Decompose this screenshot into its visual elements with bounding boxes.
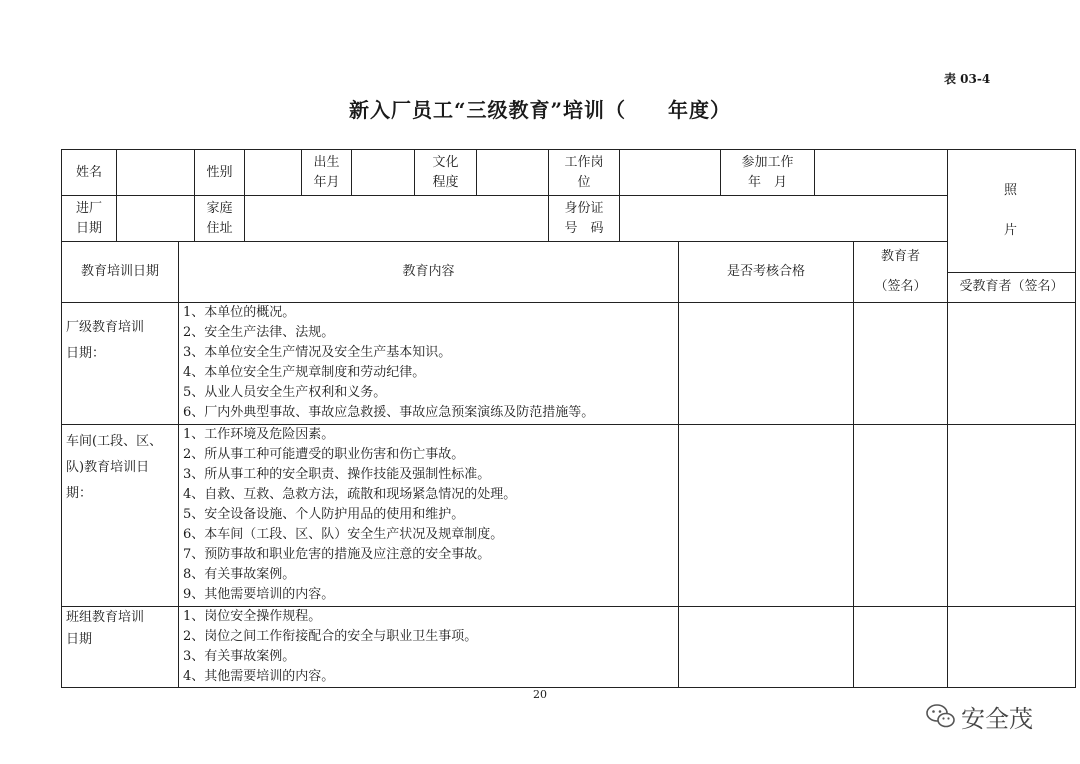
entry-date-label: 进厂 日期 (62, 196, 117, 242)
list-item: 7、预防事故和职业危害的措施及应注意的安全事故。 (183, 547, 491, 562)
list-item: 2、安全生产法律、法规。 (183, 325, 335, 340)
job-field[interactable] (620, 150, 721, 196)
page-number: 20 (533, 688, 547, 701)
title-main: 新入厂员工“三级教育”培训（ (348, 98, 626, 122)
list-item: 6、本车间（工段、区、队）安全生产状况及规章制度。 (183, 527, 504, 542)
gender-field[interactable] (245, 150, 302, 196)
list-item: 3、本单位安全生产情况及安全生产基本知识。 (183, 345, 452, 360)
passed-field-team[interactable] (679, 607, 854, 688)
watermark-text: 安全茂 (961, 704, 1033, 733)
list-item: 1、岗位安全操作规程。 (183, 609, 322, 624)
trainee-sign-team[interactable] (948, 607, 1076, 688)
list-item: 2、岗位之间工作衔接配合的安全与职业卫生事项。 (183, 629, 478, 644)
section-label-team: 班组教育培训 日期 (62, 607, 179, 688)
column-header-content: 教育内容 (179, 242, 679, 303)
column-header-trainee: 受教育者（签名） (948, 272, 1076, 303)
list-item: 4、其他需要培训的内容。 (183, 669, 335, 684)
trainee-sign-factory[interactable] (948, 303, 1076, 425)
educator-sign-team[interactable] (854, 607, 948, 688)
work-start-field[interactable] (815, 150, 948, 196)
list-item: 2、所从事工种可能遭受的职业伤害和伤亡事故。 (183, 447, 465, 462)
section-content-team (179, 607, 679, 688)
list-item: 3、有关事故案例。 (183, 649, 296, 664)
photo-box: 照 片 (948, 150, 1076, 273)
list-item: 6、厂内外典型事故、事故应急救援、事故应急预案演练及防范措施等。 (183, 405, 595, 420)
title-suffix: 年度） (668, 98, 731, 122)
list-item: 4、自救、互救、急救方法，疏散和现场紧急情况的处理。 (183, 487, 517, 502)
section-content-workshop (179, 425, 679, 607)
form-title (0, 94, 1080, 123)
passed-field-workshop[interactable] (679, 425, 854, 607)
job-label: 工作岗 位 (549, 150, 620, 196)
list-item: 1、工作环境及危险因素。 (183, 427, 335, 442)
education-label: 文化 程度 (415, 150, 477, 196)
training-record-table (61, 149, 1076, 688)
id-number-label: 身份证 号 码 (549, 196, 620, 242)
education-field[interactable] (477, 150, 549, 196)
column-header-educator: 教育者 （签名） (854, 242, 948, 303)
entry-date-field[interactable] (117, 196, 195, 242)
name-label: 姓名 (62, 150, 117, 196)
educator-sign-factory[interactable] (854, 303, 948, 425)
wechat-icon (926, 703, 956, 729)
educator-sign-workshop[interactable] (854, 425, 948, 607)
column-header-passed: 是否考核合格 (679, 242, 854, 303)
passed-field-factory[interactable] (679, 303, 854, 425)
trainee-sign-workshop[interactable] (948, 425, 1076, 607)
birth-field[interactable] (352, 150, 415, 196)
form-code: 表 03-4 (944, 72, 991, 86)
id-number-field[interactable] (620, 196, 948, 242)
list-item: 5、安全设备设施、个人防护用品的使用和维护。 (183, 507, 465, 522)
birth-label: 出生 年月 (302, 150, 352, 196)
list-item: 5、从业人员安全生产权利和义务。 (183, 385, 387, 400)
gender-label: 性别 (195, 150, 245, 196)
section-content-factory (179, 303, 679, 425)
work-start-label: 参加工作 年 月 (721, 150, 815, 196)
name-field[interactable] (117, 150, 195, 196)
section-label-factory: 厂级教育培训 日期： (62, 303, 179, 425)
list-item: 8、有关事故案例。 (183, 567, 296, 582)
section-label-workshop: 车间(工段、区、 队)教育培训日 期： (62, 425, 179, 607)
list-item: 1、本单位的概况。 (183, 305, 296, 320)
address-field[interactable] (245, 196, 549, 242)
list-item: 3、所从事工种的安全职责、操作技能及强制性标准。 (183, 467, 491, 482)
list-item: 9、其他需要培训的内容。 (183, 587, 335, 602)
list-item: 4、本单位安全生产规章制度和劳动纪律。 (183, 365, 426, 380)
watermark (926, 699, 1033, 733)
address-label: 家庭 住址 (195, 196, 245, 242)
column-header-date: 教育培训日期 (62, 242, 179, 303)
